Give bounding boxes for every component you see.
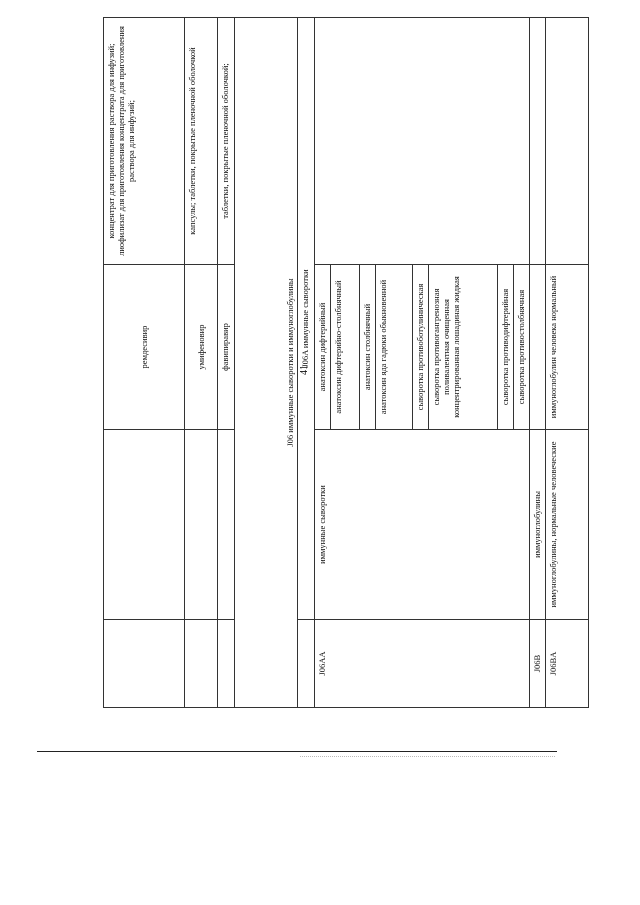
page-divider bbox=[37, 751, 557, 752]
drug-cell: анатоксин яда гадюки обыкновенной bbox=[376, 265, 413, 430]
code-cell bbox=[104, 620, 185, 708]
table-row bbox=[218, 18, 235, 708]
section-heading: J06 иммунные сыворотки и иммуноглобулины bbox=[235, 18, 298, 708]
group-cell: иммуноглобулины, нормальные человеческие bbox=[546, 430, 589, 620]
group-cell bbox=[185, 430, 218, 620]
drug-table bbox=[103, 17, 589, 708]
form-cell: концентрат для приготовления раствора для инфузий; лиофилизат для приготовления концентрата для приготовления раствора для инфузий; bbox=[104, 18, 185, 265]
drug-cell: ремдесивир bbox=[104, 265, 185, 430]
code-cell bbox=[218, 620, 235, 708]
group-cell bbox=[104, 430, 185, 620]
form-cell: капсулы; таблетки, покрытые пленочной оболочкой bbox=[185, 18, 218, 265]
page-number: 41 bbox=[299, 365, 310, 375]
drug-cell: сыворотка противогангренозная поливалентная очищенная концентрированная лошадиная жидкая bbox=[429, 265, 498, 430]
table-row bbox=[530, 18, 546, 708]
drug-cell: сыворотка противоботулиническая bbox=[413, 265, 429, 430]
drug-cell: умифеновир bbox=[185, 265, 218, 430]
drug-cell: иммуноглобулин человека нормальный bbox=[546, 265, 589, 430]
table-row bbox=[546, 18, 589, 708]
code-cell: J06B bbox=[530, 620, 546, 708]
form-cell: таблетки, покрытые пленочной оболочкой; bbox=[218, 18, 235, 265]
table-row bbox=[235, 18, 298, 708]
table-row bbox=[315, 18, 331, 708]
drug-cell: сыворотка противостолбнячная bbox=[514, 265, 530, 430]
code-cell bbox=[185, 620, 218, 708]
subsection-heading: J06A иммунные сыворотки bbox=[298, 18, 315, 620]
drug-cell: анатоксин столбнячный bbox=[360, 265, 376, 430]
rotated-table-container bbox=[103, 18, 585, 708]
code-cell: J06AA bbox=[315, 620, 530, 708]
drug-cell: анатоксин дифтерийный bbox=[315, 265, 331, 430]
group-cell: иммуноглобулины bbox=[530, 430, 546, 620]
form-cell bbox=[530, 18, 546, 265]
group-cell bbox=[218, 430, 235, 620]
form-cell bbox=[315, 18, 530, 265]
form-cell bbox=[546, 18, 589, 265]
drug-cell: сыворотка противодифтерийная bbox=[498, 265, 514, 430]
code-cell bbox=[298, 620, 315, 708]
code-cell: J06BA bbox=[546, 620, 589, 708]
table-row bbox=[298, 18, 315, 708]
drug-cell bbox=[530, 265, 546, 430]
group-cell: иммунные сыворотки bbox=[315, 430, 530, 620]
table-row bbox=[104, 18, 185, 708]
drug-cell: анатоксин дифтерийно-столбнячный bbox=[331, 265, 360, 430]
page-divider-faint bbox=[300, 756, 555, 757]
drug-cell: фавипиравир bbox=[218, 265, 235, 430]
table-row bbox=[185, 18, 218, 708]
